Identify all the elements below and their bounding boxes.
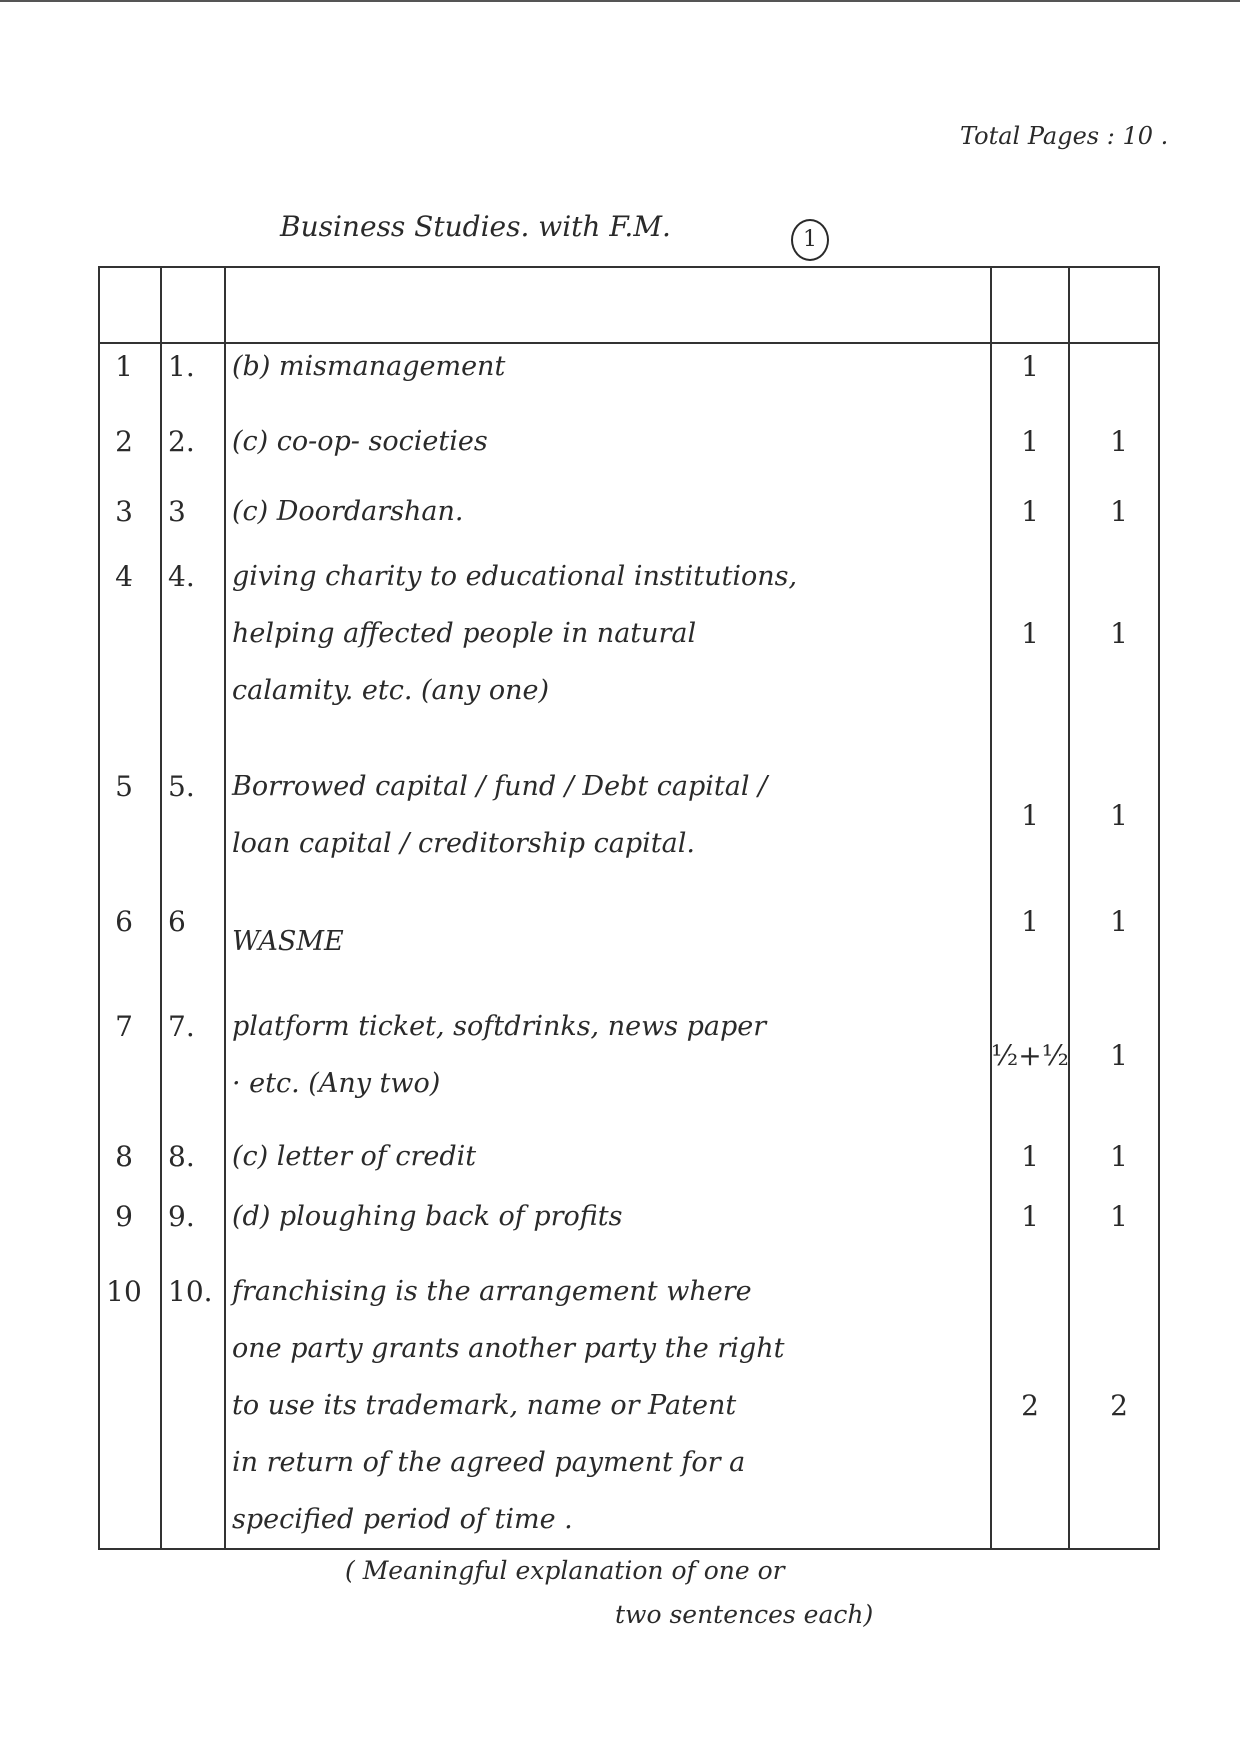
marks-value: 1 — [1021, 350, 1039, 383]
answer-text — [232, 913, 992, 970]
note-line-2: two sentences each) — [615, 1600, 874, 1629]
note-line-1: ( Meaningful explanation of one or — [345, 1556, 785, 1585]
answer-text — [232, 1263, 992, 1548]
question-number: 1. — [168, 350, 195, 383]
answer-text — [232, 338, 992, 395]
answer-line: loan capital / creditorship capital. — [232, 828, 695, 859]
total-marks-value: 1 — [1110, 495, 1128, 528]
answer-line: franchising is the arrangement where — [232, 1276, 752, 1307]
answer-line: WASME — [232, 926, 344, 957]
marks-value: ½+½ — [991, 1039, 1069, 1072]
answer-line: helping affected people in natural — [232, 618, 697, 649]
total-pages-note: Total Pages : 10 . — [960, 122, 1169, 150]
answer-line: (c) Doordarshan. — [232, 496, 464, 527]
marks-value: 1 — [1021, 617, 1039, 650]
total-marks-value: 2 — [1110, 1389, 1128, 1422]
answer-line: in return of the agreed payment for a — [232, 1447, 746, 1478]
qn-column-divider — [224, 266, 226, 1550]
answer-line: (c) co-op- societies — [232, 426, 488, 457]
answer-line: giving charity to educational institutions, — [232, 561, 798, 592]
question-number: 6 — [168, 905, 186, 938]
scan-top-edge — [0, 0, 1240, 2]
answer-line: platform ticket, softdrinks, news paper — [232, 1011, 767, 1042]
table-bottom-border — [98, 1548, 1158, 1550]
answer-text — [232, 1128, 992, 1185]
answer-line: Borrowed capital / fund / Debt capital / — [232, 771, 768, 802]
question-number: 2. — [168, 425, 195, 458]
serial-number: 2 — [115, 425, 133, 458]
answer-text — [232, 998, 992, 1112]
total-marks-value: 1 — [1110, 905, 1128, 938]
answer-line: to use its trademark, name or Patent — [232, 1390, 737, 1421]
answer-text — [232, 548, 992, 719]
marks-value: 1 — [1021, 799, 1039, 832]
question-number: 9. — [168, 1200, 195, 1233]
total-marks-value: 1 — [1110, 1039, 1128, 1072]
question-number: 7. — [168, 1010, 195, 1043]
answer-text — [232, 758, 992, 872]
answer-line: · etc. (Any two) — [232, 1068, 441, 1099]
total-marks-value: 1 — [1110, 617, 1128, 650]
serial-number: 8 — [115, 1140, 133, 1173]
serial-number: 1 — [115, 350, 133, 383]
marks-value: 1 — [1021, 425, 1039, 458]
sn-column-divider — [160, 266, 162, 1550]
answer-text — [232, 1188, 992, 1245]
serial-number: 7 — [115, 1010, 133, 1043]
marks-value: 1 — [1021, 495, 1039, 528]
question-number: 10. — [168, 1275, 213, 1308]
answer-line: (b) mismanagement — [232, 351, 506, 382]
table-left-border — [98, 266, 100, 1550]
question-number: 8. — [168, 1140, 195, 1173]
answer-line: (c) letter of credit — [232, 1141, 477, 1172]
question-number: 4. — [168, 560, 195, 593]
page-title: Business Studies. with F.M. — [280, 210, 671, 243]
question-number: 3 — [168, 495, 186, 528]
serial-number: 4 — [115, 560, 133, 593]
marks-value: 1 — [1021, 1200, 1039, 1233]
table-top-border — [98, 266, 1158, 268]
answer-line: one party grants another party the right — [232, 1333, 785, 1364]
answer-line: (d) ploughing back of profits — [232, 1201, 623, 1232]
marks-value: 1 — [1021, 905, 1039, 938]
serial-number: 9 — [115, 1200, 133, 1233]
serial-number: 10 — [106, 1275, 142, 1308]
answer-text — [232, 413, 992, 470]
marks-value: 1 — [1021, 1140, 1039, 1173]
serial-number: 3 — [115, 495, 133, 528]
page-number-circle: 1 — [791, 219, 829, 261]
answer-text — [232, 483, 992, 540]
total-marks-value: 1 — [1110, 1140, 1128, 1173]
question-number: 5. — [168, 770, 195, 803]
answer-line: specified period of time . — [232, 1504, 573, 1535]
total-marks-value: 1 — [1110, 425, 1128, 458]
answer-line: calamity. etc. (any one) — [232, 675, 549, 706]
total-marks-value: 1 — [1110, 799, 1128, 832]
marks-value: 2 — [1021, 1389, 1039, 1422]
total-marks-value: 1 — [1110, 1200, 1128, 1233]
serial-number: 6 — [115, 905, 133, 938]
serial-number: 5 — [115, 770, 133, 803]
